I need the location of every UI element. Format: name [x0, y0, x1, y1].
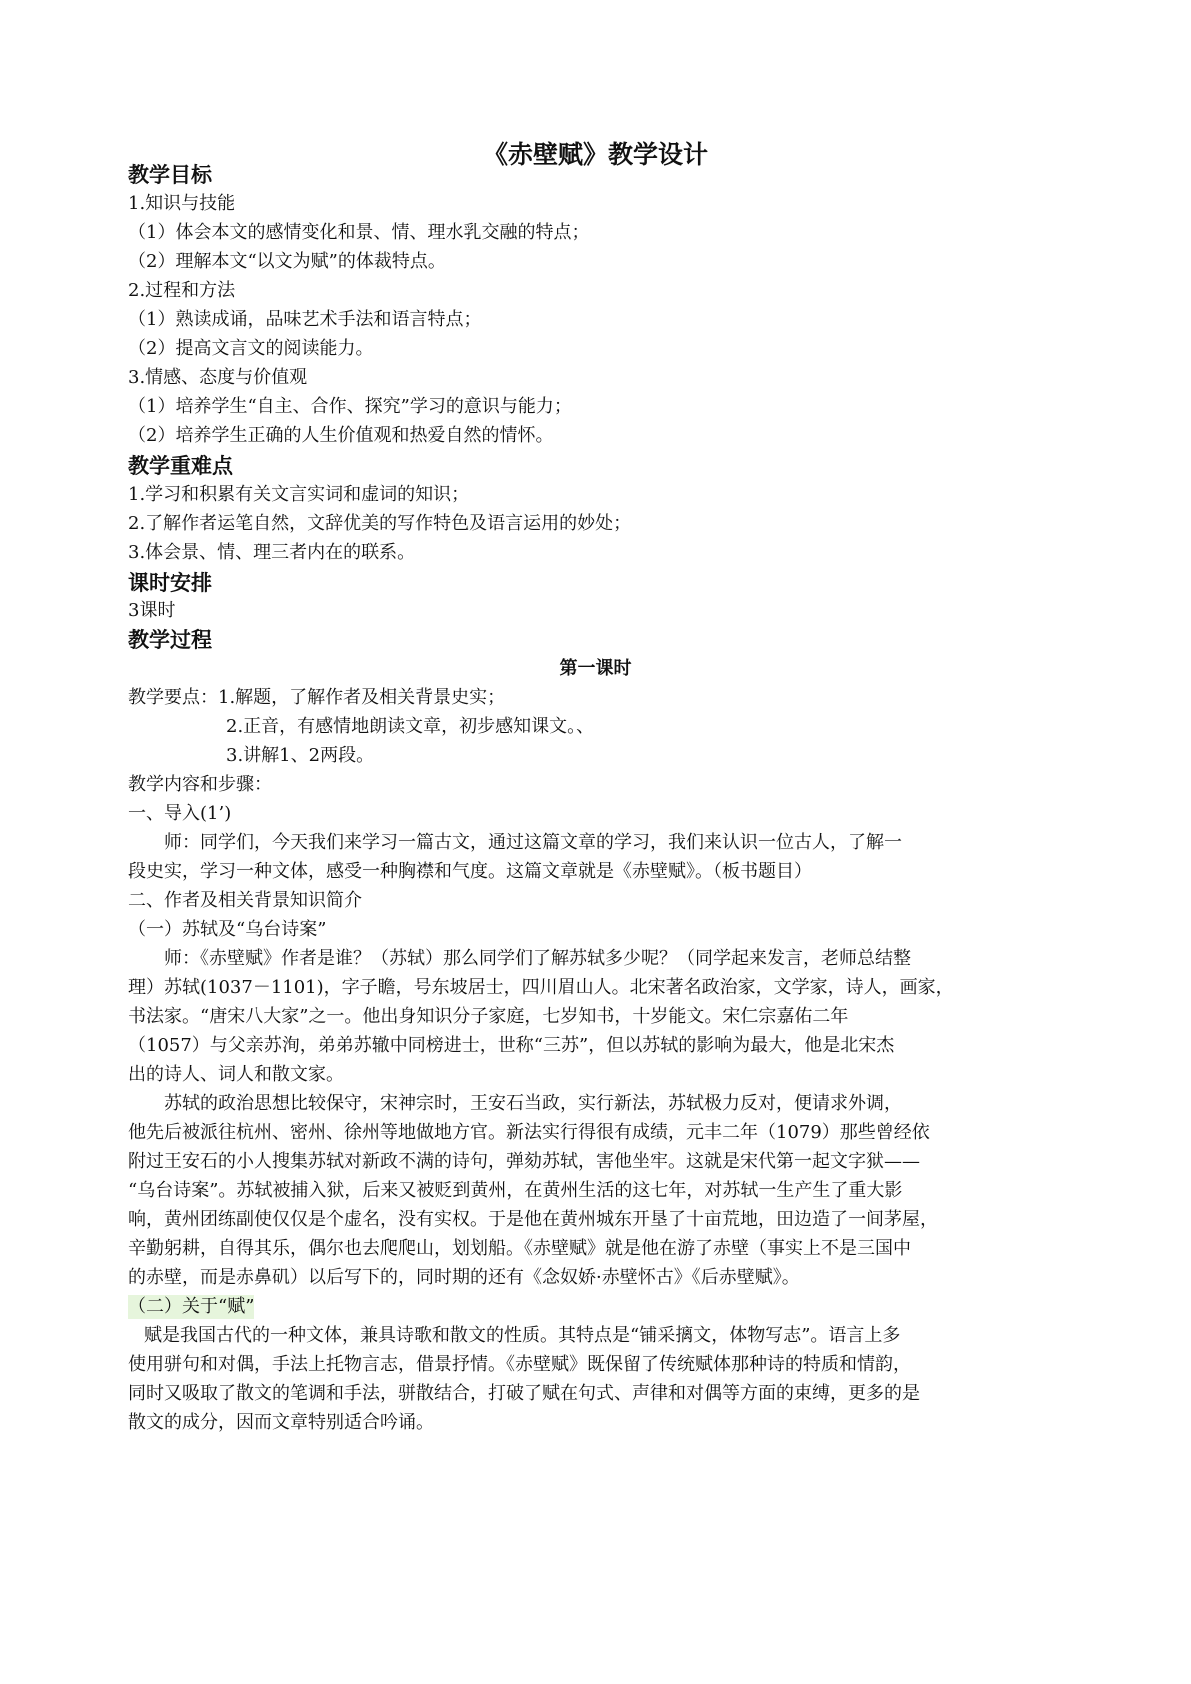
para-3-line-6: 辛勤躬耕，自得其乐，偶尔也去爬爬山，划划船。《赤壁赋》就是他在游了赤壁（事实上不是三国中: [128, 1238, 911, 1259]
goal-1: 1.知识与技能: [128, 193, 236, 214]
para-4-line-1: 赋是我国古代的一种文体，兼具诗歌和散文的性质。其特点是“铺采摛文，体物写志”。语言上多: [144, 1325, 901, 1346]
para-3-line-1: 苏轼的政治思想比较保守，宋神宗时，王安石当政，实行新法，苏轼极力反对，便请求外调，: [164, 1093, 902, 1114]
goal-2-1: （1）熟读成诵，品味艺术手法和语言特点；: [128, 309, 482, 330]
steps-heading: 教学内容和步骤：: [128, 774, 272, 795]
para-3-line-3: 附过王安石的小人搜集苏轼对新政不满的诗句，弹劾苏轼，害他坐牢。这就是宋代第一起文字狱——: [128, 1151, 920, 1172]
step-2-2-heading: （二）关于“赋”: [128, 1296, 255, 1317]
lesson-1-heading: 第一课时: [559, 658, 632, 679]
goal-3-1: （1）培养学生“自主、合作、探究”学习的意识与能力；: [128, 396, 572, 417]
goal-3: 3.情感、态度与价值观: [128, 367, 308, 388]
para-1-line-2: 段史实，学习一种文体，感受一种胸襟和气度。这篇文章就是《赤壁赋》。（板书题目）: [128, 861, 812, 882]
heading-key-points: 教学重难点: [128, 454, 233, 478]
goal-1-1: （1）体会本文的感情变化和景、情、理水乳交融的特点；: [128, 222, 590, 243]
step-2-heading: 二、作者及相关背景知识简介: [128, 890, 362, 911]
para-3-line-7: 的赤壁，而是赤鼻矶）以后写下的，同时期的还有《念奴娇·赤壁怀古》《后赤壁赋》。: [128, 1267, 800, 1288]
teaching-point-3: 3.讲解1、2两段。: [226, 745, 375, 766]
teaching-point-2: 2.正音，有感情地朗读文章，初步感知课文。、: [226, 716, 595, 737]
para-2-line-5: 出的诗人、词人和散文家。: [128, 1064, 344, 1085]
para-4-line-2: 使用骈句和对偶，手法上托物言志，借景抒情。《赤壁赋》既保留了传统赋体那种诗的特质和情韵，: [128, 1354, 911, 1375]
para-1-line-1: 师：同学们，今天我们来学习一篇古文，通过这篇文章的学习，我们来认识一位古人，了解一: [164, 832, 902, 853]
step-2-1-heading: （一）苏轼及“乌台诗案”: [128, 919, 327, 940]
key-point-2: 2.了解作者运笔自然，文辞优美的写作特色及语言运用的妙处；: [128, 513, 632, 534]
goal-2: 2.过程和方法: [128, 280, 236, 301]
heading-process: 教学过程: [128, 628, 212, 652]
document-title: 《赤壁赋》教学设计: [482, 140, 708, 169]
para-3-line-2: 他先后被派往杭州、密州、徐州等地做地方官。新法实行得很有成绩，元丰二年（1079）那些曾经依: [128, 1122, 930, 1143]
teaching-point-1: 教学要点：1.解题，了解作者及相关背景史实；: [128, 687, 506, 708]
goal-1-2: （2）理解本文“以文为赋”的体裁特点。: [128, 251, 446, 272]
goal-2-2: （2）提高文言文的阅读能力。: [128, 338, 374, 359]
para-2-line-1: 师：《赤壁赋》作者是谁？（苏轼）那么同学们了解苏轼多少呢？（同学起来发言，老师总结整: [164, 948, 911, 969]
para-2-line-3: 书法家。“唐宋八大家”之一。他出身知识分子家庭，七岁知书，十岁能文。宋仁宗嘉佑二年: [128, 1006, 849, 1027]
key-point-3: 3.体会景、情、理三者内在的联系。: [128, 542, 416, 563]
para-4-line-4: 散文的成分，因而文章特别适合吟诵。: [128, 1412, 434, 1433]
heading-schedule: 课时安排: [128, 571, 212, 595]
para-4-line-3: 同时又吸取了散文的笔调和手法，骈散结合，打破了赋在句式、声律和对偶等方面的束缚，更多的是: [128, 1383, 920, 1404]
para-2-line-2: 理）苏轼(1037－1101)，字子瞻，号东坡居士，四川眉山人。北宋著名政治家，文学家，诗人，画家，: [128, 977, 954, 998]
para-3-line-5: 响，黄州团练副使仅仅是个虚名，没有实权。于是他在黄州城东开垦了十亩荒地，田边造了一间茅屋，: [128, 1209, 938, 1230]
heading-goals: 教学目标: [128, 163, 212, 187]
goal-3-2: （2）培养学生正确的人生价值观和热爱自然的情怀。: [128, 425, 554, 446]
step-1-heading: 一、导入(1’): [128, 803, 232, 824]
para-3-line-4: “乌台诗案”。苏轼被捕入狱，后来又被贬到黄州，在黄州生活的这七年，对苏轼一生产生了重大影: [128, 1180, 903, 1201]
schedule-text: 3课时: [128, 600, 176, 621]
para-2-line-4: （1057）与父亲苏洵，弟弟苏辙中同榜进士，世称“三苏”，但以苏轼的影响为最大，他是北宋杰: [128, 1035, 895, 1056]
key-point-1: 1.学习和积累有关文言实词和虚词的知识；: [128, 484, 470, 505]
